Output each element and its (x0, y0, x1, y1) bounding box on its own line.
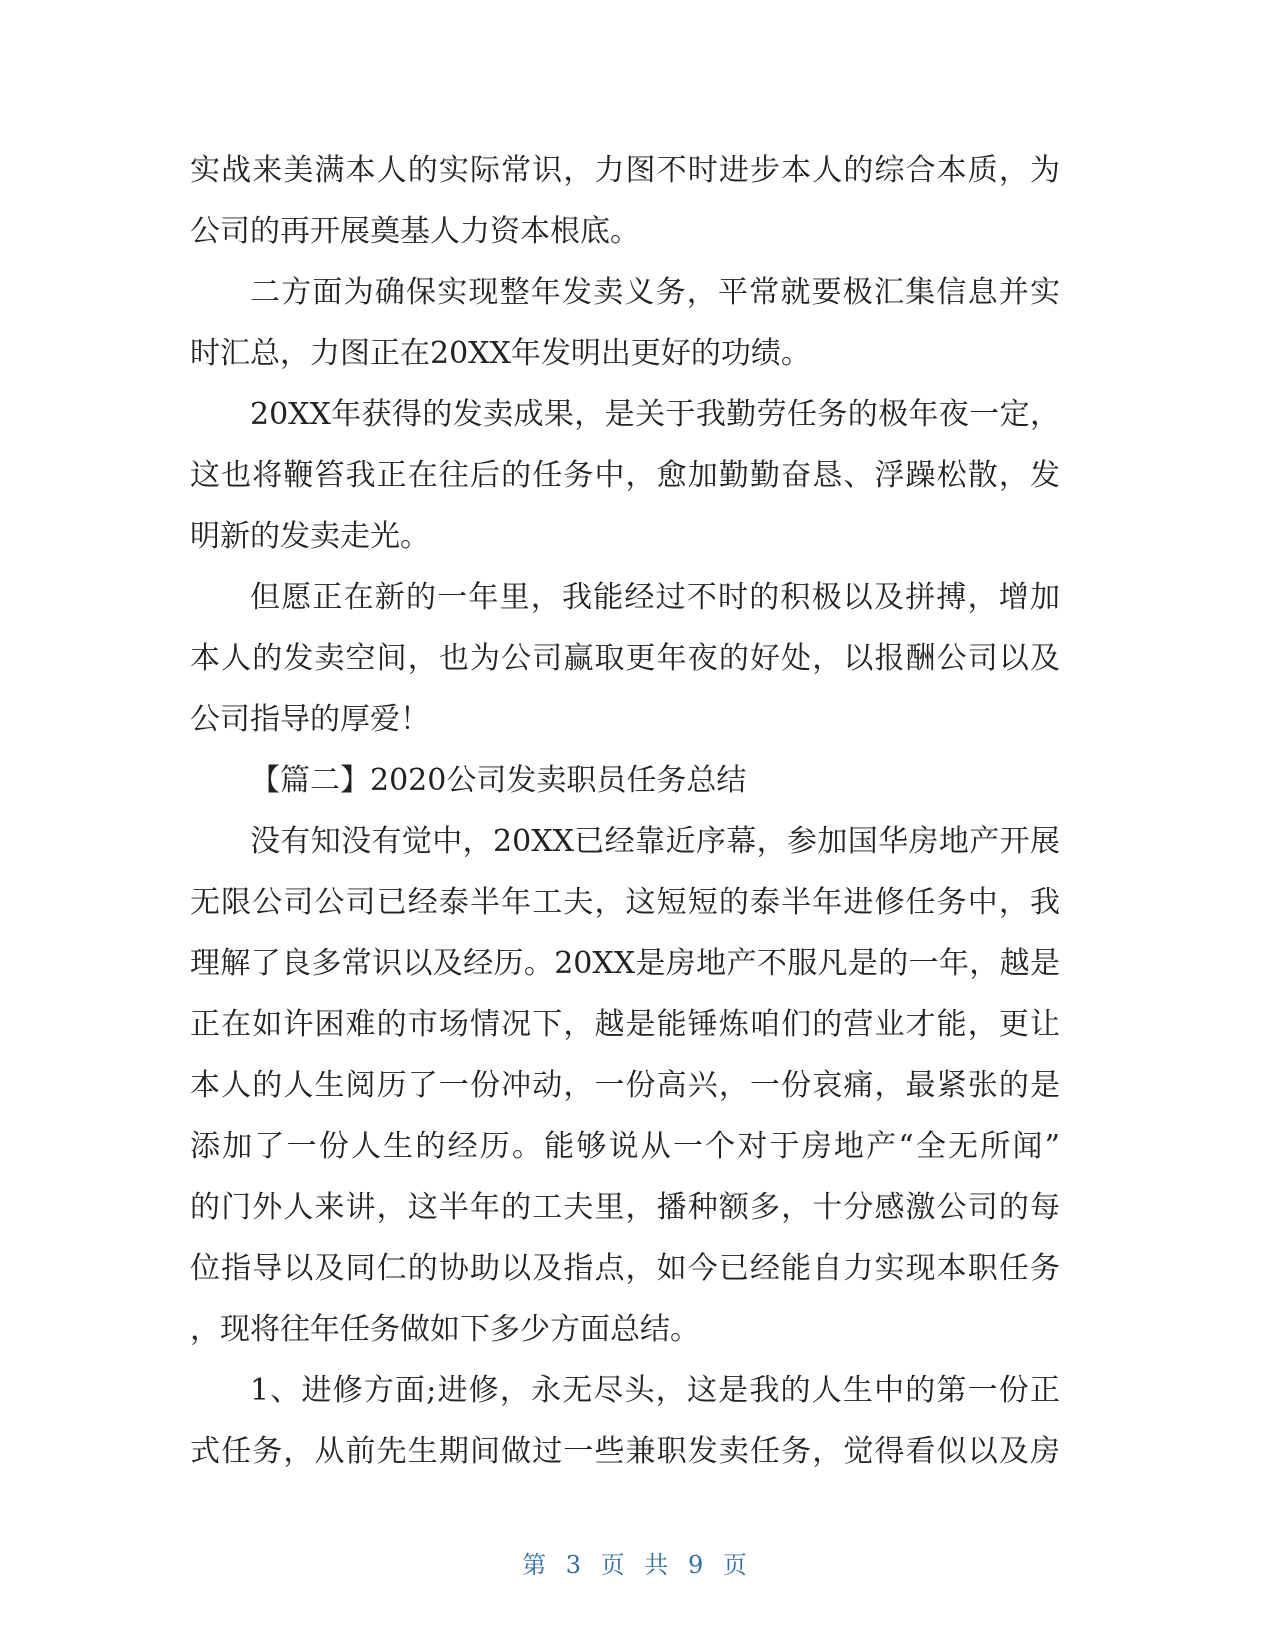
text-line: 正在如许困难的市场情况下，越是能锤炼咱们的营业才能，更让 (190, 1007, 1060, 1042)
page-number-footer: 第 3 页 共 9 页 (522, 1551, 753, 1579)
text-line: 时汇总，力图正在20XX年发明出更好的功绩。 (190, 336, 811, 371)
text-line: 实战来美满本人的实际常识，力图不时进步本人的综合本质，为 (190, 153, 1060, 188)
text-line: 的门外人来讲，这半年的工夫里，播种额多，十分感激公司的每 (190, 1190, 1060, 1225)
text-line: 添加了一份人生的经历。能够说从一个对于房地产“全无所闻” (190, 1129, 1060, 1164)
document-body (190, 140, 1060, 1482)
text-line: 本人的人生阅历了一份冲动，一份高兴，一份哀痛，最紧张的是 (190, 1068, 1060, 1103)
text-line: 没有知没有觉中，20XX已经靠近序幕，参加国华房地产开展 (250, 824, 1060, 859)
text-line: 本人的发卖空间，也为公司赢取更年夜的好处，以报酬公司以及 (190, 641, 1060, 676)
text-line: 明新的发卖走光。 (190, 519, 430, 554)
text-line: 无限公司公司已经泰半年工夫，这短短的泰半年进修任务中，我 (190, 885, 1060, 920)
text-line: 二方面为确保实现整年发卖义务，平常就要极汇集信息并实 (250, 275, 1060, 310)
text-line: 公司的再开展奠基人力资本根底。 (190, 214, 640, 249)
text-line: 公司指导的厚爱！ (190, 702, 430, 737)
text-line: ，现将往年任务做如下多少方面总结。 (190, 1312, 700, 1347)
section-heading: 【篇二】2020公司发卖职员任务总结 (250, 763, 747, 798)
text-line: 这也将鞭笞我正在往后的任务中，愈加勤勤奋恳、浮躁松散，发 (190, 458, 1060, 493)
text-line: 式任务，从前先生期间做过一些兼职发卖任务，觉得看似以及房 (190, 1434, 1060, 1469)
text-line: 1、进修方面;进修，永无尽头，这是我的人生中的第一份正 (250, 1373, 1060, 1408)
text-line: 但愿正在新的一年里，我能经过不时的积极以及拼搏，增加 (250, 580, 1060, 615)
text-line: 理解了良多常识以及经历。20XX是房地产不服凡是的一年，越是 (190, 946, 1060, 981)
text-line: 20XX年获得的发卖成果，是关于我勤劳任务的极年夜一定， (250, 397, 1060, 432)
text-line: 位指导以及同仁的协助以及指点，如今已经能自力实现本职任务 (190, 1251, 1060, 1286)
